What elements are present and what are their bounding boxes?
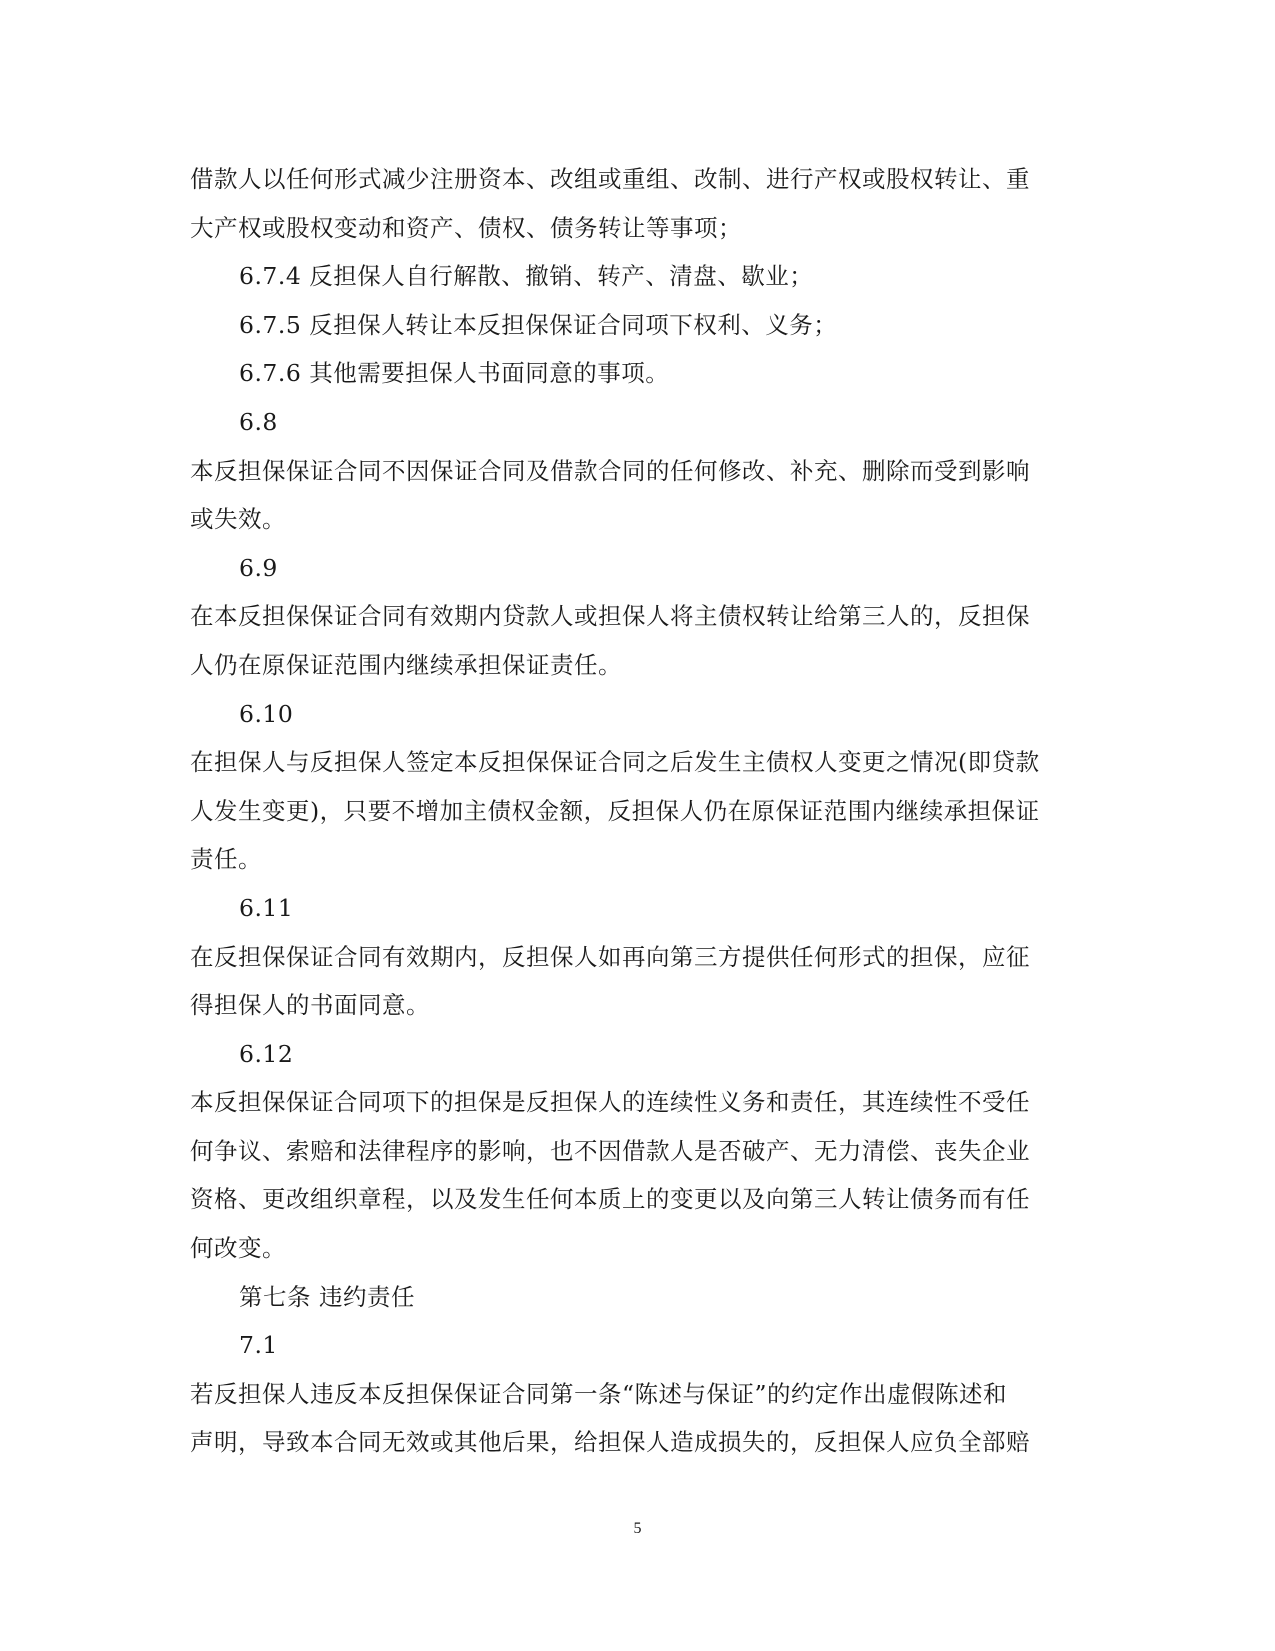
text-line: 何争议、索赔和法律程序的影响，也不因借款人是否破产、无力清偿、丧失企业: [190, 1136, 1030, 1165]
text-line: 声明，导致本合同无效或其他后果，给担保人造成损失的，反担保人应负全部赔: [190, 1428, 1030, 1457]
text-line: 本反担保保证合同不因保证合同及借款合同的任何修改、补充、删除而受到影响: [190, 456, 1030, 485]
text-line: 何改变。: [190, 1234, 286, 1263]
text-line: 第七条 违约责任: [239, 1282, 415, 1311]
text-line: 得担保人的书面同意。: [190, 991, 430, 1020]
text-line: 6.12: [239, 1039, 294, 1068]
text-line: 6.10: [239, 699, 294, 728]
text-line: 借款人以任何形式减少注册资本、改组或重组、改制、进行产权或股权转让、重: [190, 165, 1030, 193]
text-line: 在反担保保证合同有效期内，反担保人如再向第三方提供任何形式的担保，应征: [190, 942, 1030, 971]
document-body: [190, 155, 1070, 1467]
text-line: 人发生变更)，只要不增加主债权金额，反担保人仍在原保证范围内继续承担保证: [190, 796, 1040, 825]
text-line: 6.7.4 反担保人自行解散、撤销、转产、清盘、歇业；: [239, 262, 814, 291]
text-line: 或失效。: [190, 505, 286, 534]
text-line: 在担保人与反担保人签定本反担保保证合同之后发生主债权人变更之情况(即贷款: [190, 748, 1040, 777]
page-number: 5: [633, 1520, 642, 1537]
text-line: 人仍在原保证范围内继续承担保证责任。: [190, 650, 622, 679]
text-line: 6.7.5 反担保人转让本反担保保证合同项下权利、义务；: [239, 310, 838, 339]
text-line: 资格、更改组织章程，以及发生任何本质上的变更以及向第三人转让债务而有任: [190, 1185, 1030, 1214]
text-line: 7.1: [239, 1331, 278, 1360]
text-line: 6.11: [239, 893, 294, 922]
text-line: 6.8: [239, 407, 278, 436]
text-line: 若反担保人违反本反担保保证合同第一条“陈述与保证”的约定作出虚假陈述和: [190, 1379, 1008, 1408]
text-line: 6.9: [239, 553, 278, 582]
text-line: 大产权或股权变动和资产、债权、债务转让等事项；: [190, 213, 742, 242]
text-line: 责任。: [190, 845, 262, 874]
text-line: 本反担保保证合同项下的担保是反担保人的连续性义务和责任，其连续性不受任: [190, 1088, 1030, 1117]
text-line: 6.7.6 其他需要担保人书面同意的事项。: [239, 359, 670, 388]
text-line: 在本反担保保证合同有效期内贷款人或担保人将主债权转让给第三人的，反担保: [190, 602, 1030, 631]
